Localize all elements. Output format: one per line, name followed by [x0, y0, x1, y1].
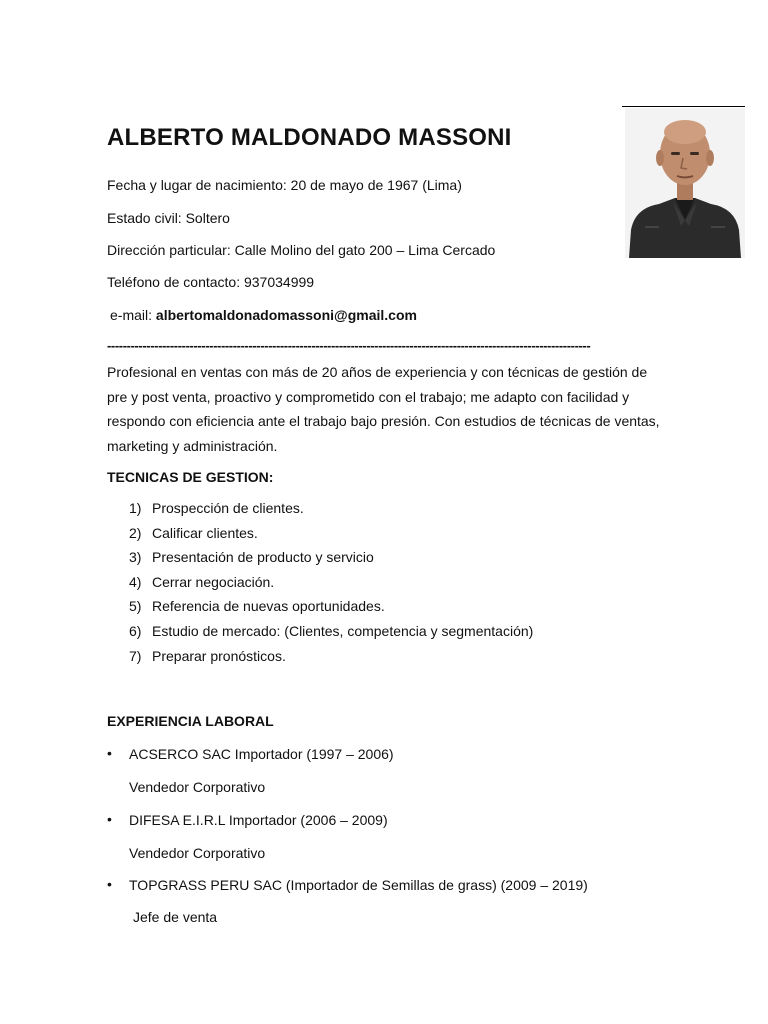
- section-divider: ---------------------------------------------------------------------------------------------------------------------------: [107, 338, 591, 352]
- experience-role: Vendedor Corporativo: [129, 845, 266, 861]
- techniques-heading: TECNICAS DE GESTION:: [107, 469, 274, 485]
- profile-photo-portrait: [625, 108, 745, 258]
- profile-photo: [625, 108, 745, 258]
- civil-status: Estado civil: Soltero: [107, 210, 230, 226]
- experience-company: ACSERCO SAC Importador (1997 – 2006): [129, 746, 394, 762]
- experience-company: TOPGRASS PERU SAC (Importador de Semillas de grass) (2009 – 2019): [129, 877, 588, 893]
- cv-page: ALBERTO MALDONADO MASSONI Fecha y lugar de nacimiento: 20 de mayo de 1967 (Lima) Estado civil: Soltero Dirección particular: Calle Molino del gato 200 – Lima Cercado Teléfono de contacto: 937034999 e-mail: albertomaldonadomassoni@gmail.com --------------------------------------------------------------------------------------------------------------------------- Profesional en ventas con más de 20 años de experiencia y con técnicas de gestión de pre y post venta, proactivo y comprometido con el trabajo; me adapto con facilidad y respondo con eficiencia ante el trabajo bajo presión. Con estudios de técnicas de ventas, marketing y administración. TECNICAS DE GESTION: 1) Prospección de clientes. 2) Calificar clientes. 3) Presentación de producto y servicio 4) Cerrar negociación. 5) Referencia de nuevas oportunidades. 6) Estudio de mercado: (Clientes, competencia y segmentación) 7) Preparar pronósticos. EXPERIENCIA LABORAL • ACSERCO SAC Importador (1997 – 2006) Vendedor Corporativo • DIFESA E.I.R.L Importador (2006 – 2009) Vendedor Corporativo • TOPGRASS PERU SAC (Importador de Semillas de grass) (2009 – 2019) Jefe de venta: [0, 0, 768, 1024]
- experience-company: DIFESA E.I.R.L Importador (2006 – 2009): [129, 812, 388, 828]
- birth-info: Fecha y lugar de nacimiento: 20 de mayo de 1967 (Lima): [107, 177, 462, 193]
- email-address: albertomaldonadomassoni@gmail.com: [155, 307, 417, 323]
- experience-role: Vendedor Corporativo: [129, 779, 266, 795]
- email-line: [110, 307, 417, 323]
- bullet-icon: •: [107, 876, 112, 892]
- profile-summary: Profesional en ventas con más de 20 años de experiencia y con técnicas de gestión de pre y post venta, proactivo y comprometido con el trabajo; me adapto con facilidad y respondo con eficiencia ante el trabajo bajo presión. Con estudios de técnicas de ventas, marketing y administración.: [107, 364, 660, 454]
- email-label: e-mail:: [110, 307, 156, 323]
- experience-role: Jefe de venta: [133, 909, 218, 925]
- phone: Teléfono de contacto: 937034999: [107, 274, 315, 290]
- bullet-icon: •: [107, 745, 112, 761]
- photo-top-rule: [622, 106, 745, 107]
- experience-heading: EXPERIENCIA LABORAL: [107, 713, 274, 729]
- bullet-icon: •: [107, 811, 112, 827]
- cv-name: ALBERTO MALDONADO MASSONI: [107, 124, 512, 151]
- address: Dirección particular: Calle Molino del gato 200 – Lima Cercado: [107, 242, 496, 258]
